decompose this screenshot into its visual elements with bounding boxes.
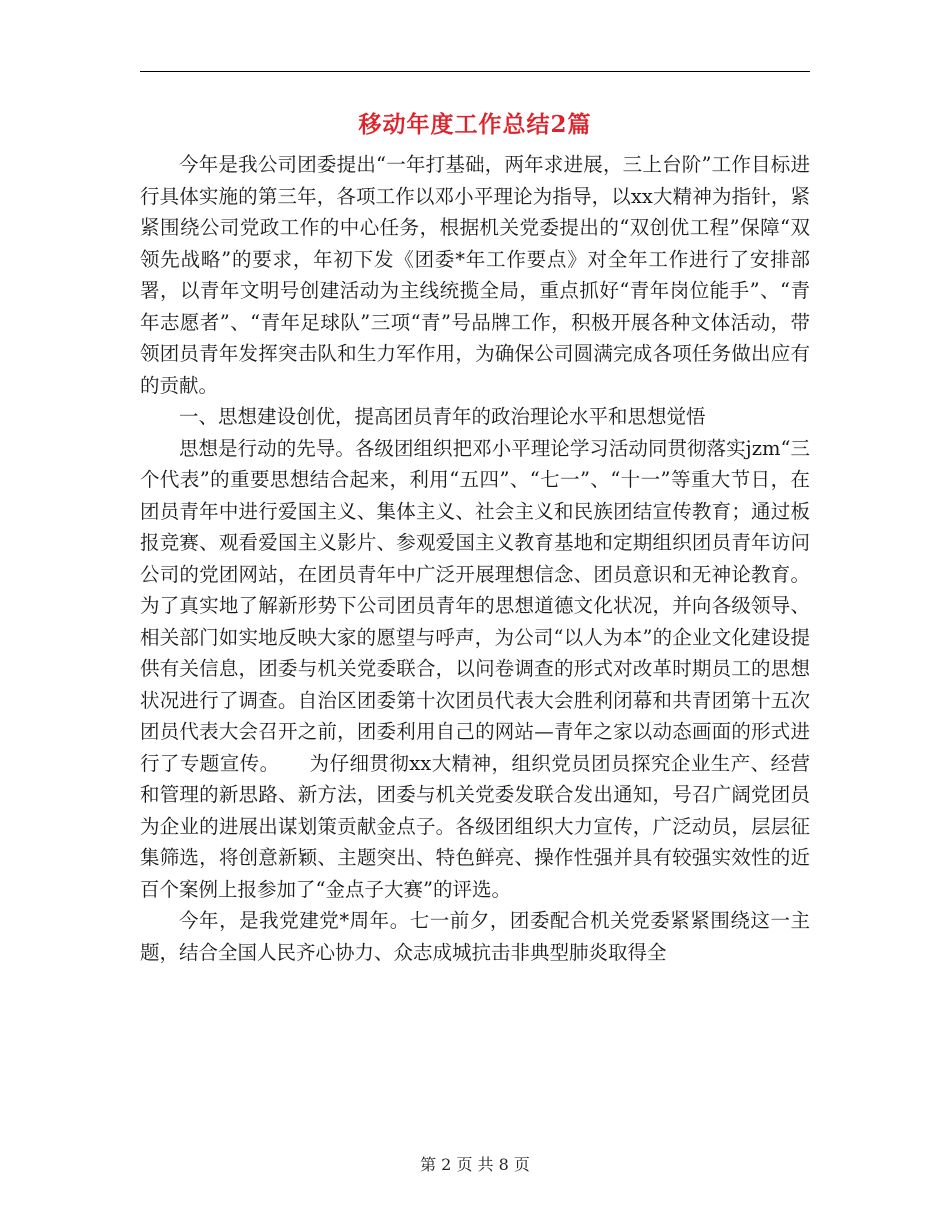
page-footer: 第 2 页 共 8 页 (420, 1155, 530, 1174)
header-rule (140, 71, 810, 72)
document-title: 移动年度工作总结2篇 (358, 111, 592, 138)
paragraph-anniversary: 今年，是我党建党*周年。七一前夕，团委配合机关党委紧紧围绕这一主题，结合全国人民齐心协力、众志成城抗击非典型肺炎取得全 (140, 909, 810, 964)
section-heading-1: 一、思想建设创优，提高团员青年的政治理论水平和思想觉悟 (179, 405, 706, 428)
paragraph-intro: 今年是我公司团委提出“一年打基础，两年求进展，三上台阶”工作目标进行具体实施的第三年，各项工作以邓小平理论为指导，以xx大精神为指针，紧紧围绕公司党政工作的中心任务，根据机关党委提出的“双创优工程”保障“双领先战略”的要求，年初下发《团委*年工作要点》对全年工作进行了安排部署，以青年文明号创建活动为主线统揽全局，重点抓好“青年岗位能手”、“青年志愿者”、“青年足球队”三项“青”号品牌工作，积极开展各种文体活动，带领团员青年发挥突击队和生力军作用，为确保公司圆满完成各项任务做出应有的贡献。 (140, 153, 810, 397)
paragraph-ideology: 思想是行动的先导。各级团组织把邓小平理论学习活动同贯彻落实jzm“三个代表”的重要思想结合起来，利用“五四”、“七一”、“十一”等重大节日，在团员青年中进行爱国主义、集体主义、社会主义和民族团结宣传教育；通过板报竞赛、观看爱国主义影片、参观爱国主义教育基地和定期组织团员青年访问公司的党团网站，在团员青年中广泛开展理想信念、团员意识和无神论教育。为了真实地了解新形势下公司团员青年的思想道德文化状况，并向各级领导、相关部门如实地反映大家的愿望与呼声，为公司“以人为本”的企业文化建设提供有关信息，团委与机关党委联合，以问卷调查的形式对改革时期员工的思想状况进行了调查。自治区团委第十次团员代表大会胜利闭幕和共青团第十五次团员代表大会召开之前，团委利用自己的网站—青年之家以动态画面的形式进行了专题宣传。 为仔细贯彻xx大精神，组织党员团员探究企业生产、经营和管理的新思路、新方法，团委与机关党委发联合发出通知，号召广阔党团员为企业的进展出谋划策贡献金点子。各级团组织大力宣传，广泛动员，层层征集筛选，将创意新颖、主题突出、特色鲜亮、操作性强并具有较强实效性的近百个案例上报参加了“金点子大赛”的评选。 (140, 436, 810, 901)
document-body (140, 149, 810, 968)
